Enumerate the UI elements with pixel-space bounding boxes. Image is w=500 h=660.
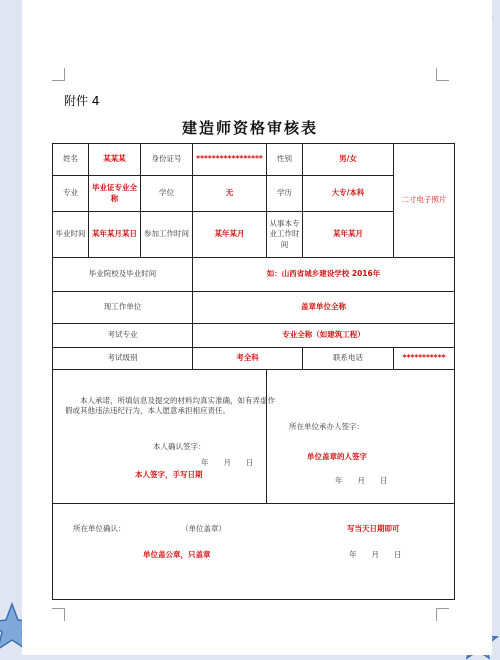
table-row	[53, 258, 455, 292]
employer-label: 现工作单位	[53, 292, 193, 324]
table-row	[53, 504, 455, 600]
table-row	[53, 292, 455, 324]
gender-label: 性别	[267, 144, 303, 176]
table-row	[53, 370, 455, 504]
professional-work-value: 某年某月	[303, 212, 394, 258]
applicant-sign-note: 本人签字，手写日期	[135, 470, 203, 479]
qualification-review-table	[52, 143, 455, 600]
graduation-time-value: 某年某月某日	[89, 212, 141, 258]
name-value: 某某某	[89, 144, 141, 176]
photo-cell: 二寸电子照片	[394, 144, 455, 258]
table-row	[53, 324, 455, 348]
professional-work-label: 从事本专业工作时间	[267, 212, 303, 258]
id-number-label: 身份证号	[141, 144, 193, 176]
handler-cell	[267, 370, 455, 504]
exam-major-value: 专业全称（如建筑工程）	[193, 324, 455, 348]
table-row	[53, 144, 455, 176]
gender-value: 男/女	[303, 144, 394, 176]
graduation-time-label: 毕业时间	[53, 212, 89, 258]
unit-date-note: 写当天日期即可	[347, 524, 400, 533]
applicant-sign-date: 年 月 日	[201, 458, 254, 467]
school-value: 如：山西省城乡建设学校 2016年	[193, 258, 455, 292]
handler-sign-note: 单位盖章的人签字	[307, 452, 367, 461]
name-label: 姓名	[53, 144, 89, 176]
employer-value: 盖章单位全称	[193, 292, 455, 324]
crop-mark-top-right	[436, 68, 449, 81]
school-label: 毕业院校及毕业时间	[53, 258, 193, 292]
education-label: 学历	[267, 176, 303, 212]
crop-mark-bottom-left	[52, 608, 65, 621]
major-value: 毕业证专业全称	[89, 176, 141, 212]
pledge-cell	[53, 370, 275, 504]
attachment-label: 附件 4	[64, 94, 100, 108]
pledge-text: 本人承诺，所填信息及提交的材料均真实准确，如有弄虚作假或其他违法违纪行为，本人愿意承担相应责任。	[65, 396, 275, 416]
unit-confirm-date: 年 月 日	[349, 550, 402, 559]
crop-mark-bottom-right	[436, 608, 449, 621]
form-title: 建造师资格审核表	[181, 119, 318, 137]
unit-stamp-label: （单位盖章）	[181, 524, 226, 533]
education-value: 大专/本科	[303, 176, 394, 212]
work-start-value: 某年某月	[193, 212, 267, 258]
id-number-value: *****************	[193, 144, 267, 176]
degree-label: 学位	[141, 176, 193, 212]
unit-confirm-label: 所在单位确认：	[73, 524, 126, 533]
phone-label: 联系电话	[303, 348, 394, 370]
unit-stamp-note: 单位盖公章，只盖章	[143, 550, 211, 559]
applicant-sign-label: 本人确认签字：	[153, 442, 206, 451]
unit-confirm-cell	[53, 504, 455, 600]
major-label: 专业	[53, 176, 89, 212]
crop-mark-top-left	[52, 68, 65, 81]
table-row	[53, 348, 455, 370]
degree-value: 无	[193, 176, 267, 212]
exam-major-label: 考试专业	[53, 324, 193, 348]
exam-level-value: 考全科	[193, 348, 303, 370]
work-start-label: 参加工作时间	[141, 212, 193, 258]
handler-sign-label: 所在单位承办人签字：	[289, 422, 364, 431]
phone-value: ***********	[394, 348, 455, 370]
exam-level-label: 考试级别	[53, 348, 193, 370]
handler-sign-date: 年 月 日	[335, 476, 388, 485]
